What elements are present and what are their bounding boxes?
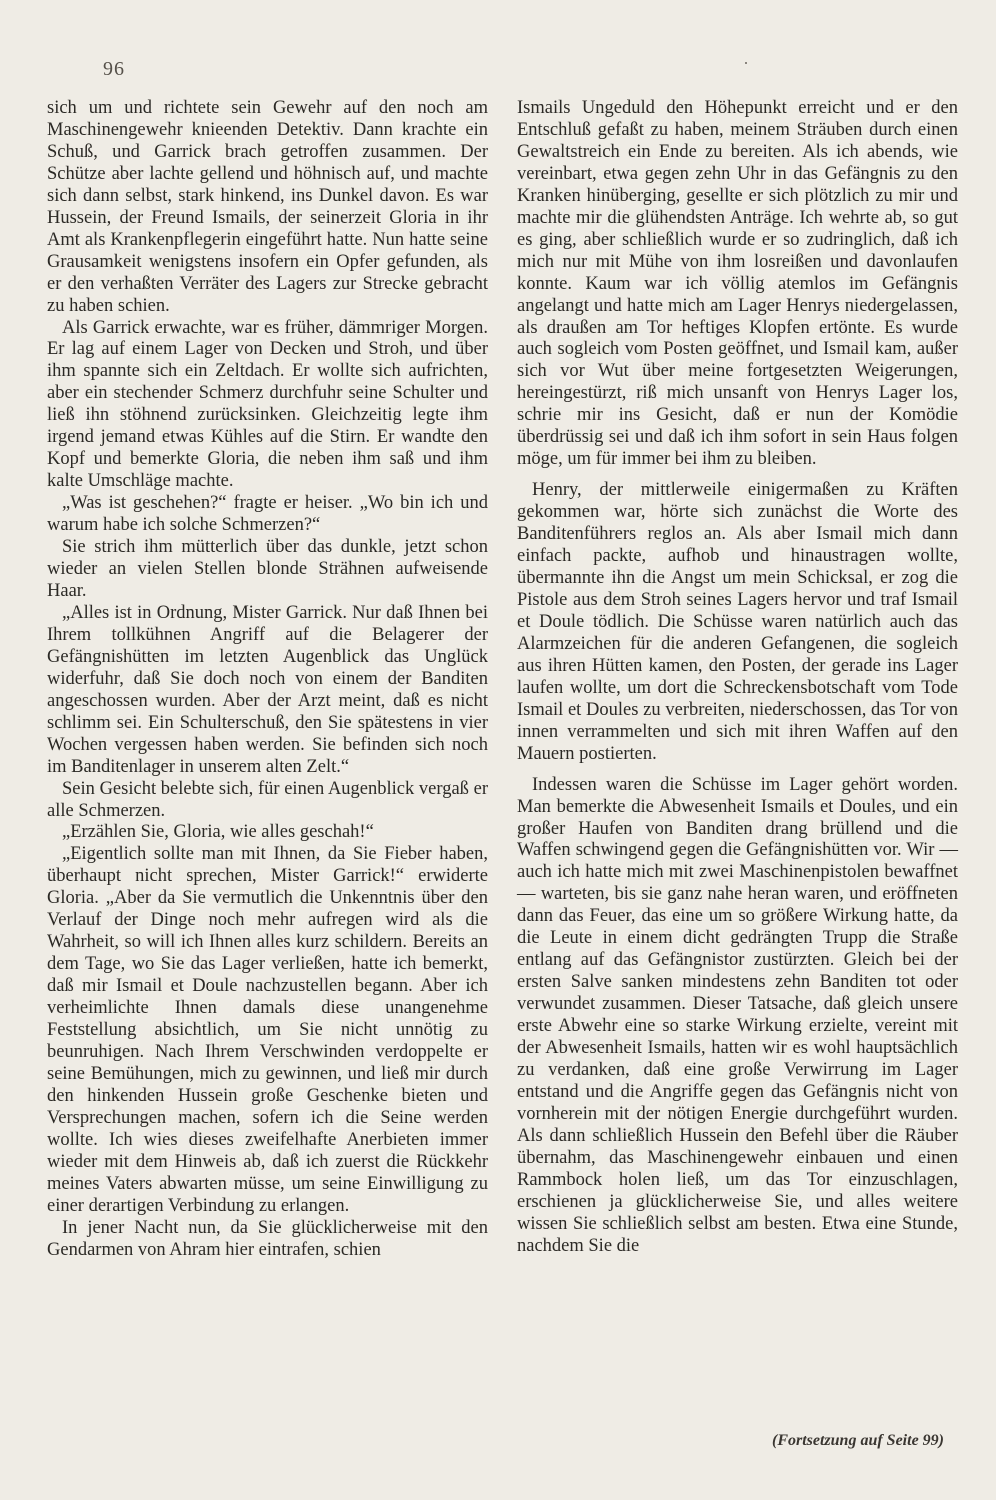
paragraph: Ismails Ungeduld den Höhepunkt erreicht und er den Entschluß gefaßt zu haben, meinem Sträuben durch einen Gewaltstreich ein Ende zu bereiten. Als ich abends, wie vereinbart, etwa gegen zehn Uhr in das Gefängnis zu den Kranken hinüberging, gesellte er sich plötzlich zu mir und machte mir die glühendsten Anträge. Ich wehrte ab, so gut es ging, aber schließlich wurde er so zudringlich, daß ich mich nur mit Mühe von ihm losreißen und davonlaufen konnte. Kaum war ich völlig atemlos im Gefängnis angelangt und hatte mich am Lager Henrys niedergelassen, als draußen am Tor heftiges Klopfen ertönte. Es wurde auch sogleich vom Posten geöffnet, und Ismail kam, außer sich vor Wut über meine fortgesetzten Weigerungen, hereingestürzt, riß mich unsanft von Henrys Lager los, schrie mir ins Gesicht, daß er nun der Komödie überdrüssig sei und daß ich ihm sofort in sein Haus folgen möge, um für immer bei ihm zu bleiben.: [517, 98, 958, 470]
paragraph: Sie strich ihm mütterlich über das dunkle, jetzt schon wieder an vielen Stellen blonde Strähnen aufweisende Haar.: [47, 537, 488, 601]
paragraph: „Erzählen Sie, Gloria, wie alles geschah!“: [62, 822, 374, 843]
page-number: 96: [103, 58, 125, 80]
continuation-note: (Fortsetzung auf Seite 99): [771, 1432, 944, 1449]
paragraph: Als Garrick erwachte, war es früher, dämmriger Morgen. Er lag auf einem Lager von Decken und Stroh, und über ihm spannte sich ein Zeltdach. Er wollte sich aufrichten, aber ein stechender Schmerz durchfuhr seine Schulter und ließ ihn stöhnend zurücksinken. Gleichzeitig legte ihm irgend jemand etwas Kühles auf die Stirn. Er wandte den Kopf und bemerkte Gloria, die neben ihm saß und ihm kalte Umschläge machte.: [47, 317, 488, 492]
paragraph: Henry, der mittlerweile einigermaßen zu Kräften gekommen war, hörte sich zunächst die Worte des Banditenführers reglos an. Als aber Ismail mich dann einfach packte, aufhob und hinaustragen wollte, übermannte ihn die Angst um mein Schicksal, er zog die Pistole aus dem Stroh seines Lagers hervor und traf Ismail et Doule tödlich. Die Schüsse waren natürlich auch das Alarmzeichen für die anderen Gefangenen, die sogleich aus ihren Hütten kamen, den Posten, der gerade ins Lager laufen wollte, um dort die Schreckensbotschaft vom Tode Ismail et Doules zu verbreiten, niederschossen, das Tor von innen verrammelten und sich mit ihren Waffen auf den Mauern postierten.: [517, 480, 958, 764]
paragraph: „Was ist geschehen?“ fragte er heiser. „Wo bin ich und warum habe ich solche Schmerzen?“: [47, 493, 488, 536]
paragraph: sich um und richtete sein Gewehr auf den noch am Maschinengewehr knieenden Detektiv. Dann krachte ein Schuß, und Garrick brach getroffen zusammen. Der Schütze aber lachte gellend und höhnisch auf, und machte sich dann selbst, stark hinkend, ins Dunkel davon. Es war Hussein, der Freund Ismails, der seinerzeit Gloria in ihr Amt als Krankenpflegerin eingeführt hatte. Nun hatte seine Grausamkeit wenigstens insofern ein Opfer gefunden, als er den verhaßten Verräter des Lagers zur Strecke gebracht zu haben schien.: [47, 98, 488, 316]
paragraph: Indessen waren die Schüsse im Lager gehört worden. Man bemerkte die Abwesenheit Ismails et Doules, und ein großer Haufen von Banditen drang brüllend und die Waffen schwingend gegen die Gefängnishütten vor. Wir — auch ich hatte mich mit zwei Maschinenpistolen bewaffnet — warteten, bis sie ganz nahe heran waren, und eröffneten dann das Feuer, das eine um so größere Wirkung hatte, da die Leute in einem dicht gedrängten Trupp die Straße entlang auf das Gefängnistor zustürzten. Gleich bei der ersten Salve sanken mindestens zehn Banditen tot oder verwundet zusammen. Dieser Tatsache, daß gleich unsere erste Abwehr eine so starke Wirkung erzielte, vereint mit der Abwesenheit Ismails, hatten wir es wohl hauptsächlich zu verdanken, daß eine große Verwirrung im Lager entstand und die Angriffe gegen das Gefängnis nicht von vornherein mit der nötigen Energie durchgeführt wurden. Als dann schließlich Hussein den Befehl über die Räuber übernahm, das Maschinengewehr einbauen und einen Rammbock holen ließ, um das Tor einzuschlagen, erschienen ja glücklicherweise Sie, und alles weitere wissen Sie schließlich selbst am besten. Etwa eine Stunde, nachdem Sie die: [517, 774, 958, 1256]
paragraph: „Alles ist in Ordnung, Mister Garrick. Nur daß Ihnen bei Ihrem tollkühnen Angriff auf die Belagerer der Gefängnishütten im letzten Augenblick das Unglück widerfuhr, daß Sie doch noch von einem der Banditen angeschossen wurden. Aber der Arzt meint, daß es nicht schlimm sei. Ein Schulterschuß, den Sie spätestens in vier Wochen vergessen haben werden. Sie befinden sich noch im Banditenlager in unserem alten Zelt.“: [47, 602, 488, 777]
print-speck: [745, 62, 747, 64]
left-column: [47, 98, 488, 1262]
right-column: [517, 98, 958, 1258]
paragraph: Sein Gesicht belebte sich, für einen Augenblick vergaß er alle Schmerzen.: [47, 778, 488, 821]
paragraph: In jener Nacht nun, da Sie glücklicherweise mit den Gendarmen von Ahram hier eintrafen, schien: [47, 1217, 488, 1260]
paragraph: „Eigentlich sollte man mit Ihnen, da Sie Fieber haben, überhaupt nicht sprechen, Mister Garrick!“ erwiderte Gloria. „Aber da Sie vermutlich die Unkenntnis über den Verlauf der Dinge noch mehr aufregen wird als die Wahrheit, so will ich Ihnen alles kurz schildern. Bereits an dem Tage, wo Sie das Lager verließen, hatte ich bemerkt, daß mir Ismail et Doule nachzustellen begann. Aber ich verheimlichte Ihnen damals diese unangenehme Feststellung absichtlich, um Sie nicht unnötig zu beunruhigen. Nach Ihrem Verschwinden verdoppelte er seine Bemühungen, mich zu gewinnen, und ließ mir durch den hinkenden Hussein große Geschenke bieten und Versprechungen machen, sofern ich die Seine werden wollte. Ich wies dieses zweifelhafte Anerbieten immer wieder mit dem Hinweis ab, daß ich zuerst die Rückkehr meines Vaters abwarten müsse, um seine Einwilligung zu einer derartigen Verbindung zu erlangen.: [47, 844, 488, 1216]
